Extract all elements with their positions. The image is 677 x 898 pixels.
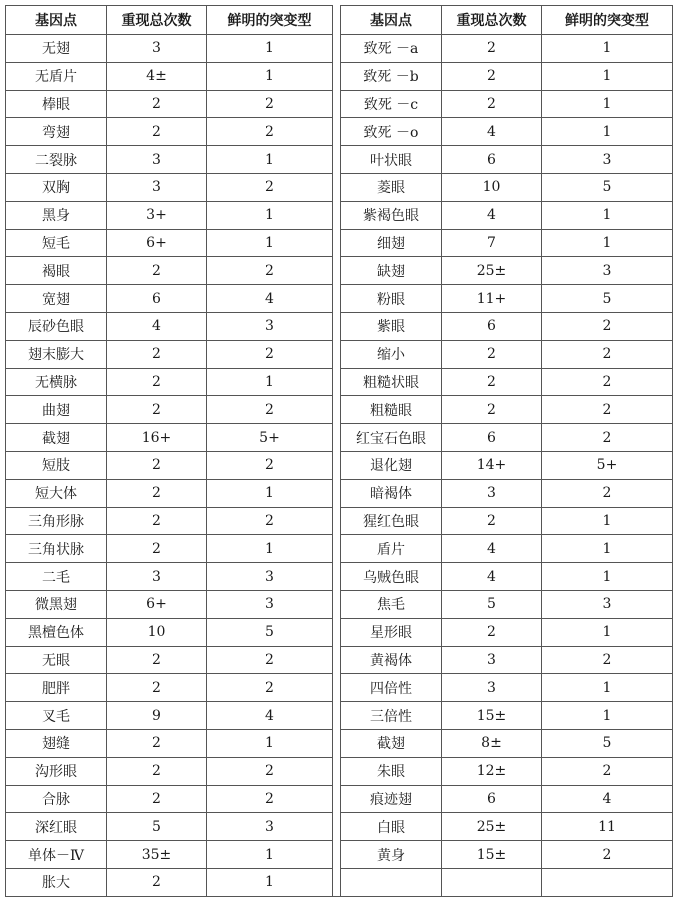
left-distinct-mutants-cell: 2 <box>207 90 333 118</box>
column-gap <box>333 368 341 396</box>
right-total-recurrences-cell: 2 <box>442 90 542 118</box>
left-distinct-mutants-cell: 2 <box>207 646 333 674</box>
table-row <box>6 90 673 118</box>
column-gap <box>333 618 341 646</box>
table-row <box>6 201 673 229</box>
left-distinct-mutants-cell: 1 <box>207 35 333 63</box>
left-distinct-mutants-cell: 1 <box>207 868 333 896</box>
left-total-recurrences-cell: 2 <box>107 646 207 674</box>
left-distinct-mutants-cell: 2 <box>207 757 333 785</box>
left-gene-locus-cell: 二毛 <box>6 563 107 591</box>
right-gene-locus-cell: 黄褐体 <box>341 646 442 674</box>
header-total-recurrences-right: 重现总次数 <box>442 6 542 35</box>
right-total-recurrences-cell <box>442 868 542 896</box>
left-distinct-mutants-cell: 1 <box>207 229 333 257</box>
table-row <box>6 312 673 340</box>
right-gene-locus-cell: 焦毛 <box>341 590 442 618</box>
left-distinct-mutants-cell: 3 <box>207 813 333 841</box>
left-gene-locus-cell: 翅末膨大 <box>6 340 107 368</box>
left-distinct-mutants-cell: 1 <box>207 62 333 90</box>
left-gene-locus-cell: 短毛 <box>6 229 107 257</box>
left-distinct-mutants-cell: 2 <box>207 396 333 424</box>
right-distinct-mutants-cell: 1 <box>542 229 673 257</box>
right-total-recurrences-cell: 11+ <box>442 285 542 313</box>
right-gene-locus-cell: 盾片 <box>341 535 442 563</box>
column-gap <box>333 757 341 785</box>
right-total-recurrences-cell: 10 <box>442 173 542 201</box>
column-gap <box>333 396 341 424</box>
right-gene-locus-cell: 退化翅 <box>341 451 442 479</box>
left-total-recurrences-cell: 2 <box>107 674 207 702</box>
right-gene-locus-cell: 红宝石色眼 <box>341 424 442 452</box>
left-distinct-mutants-cell: 1 <box>207 535 333 563</box>
right-distinct-mutants-cell: 1 <box>542 90 673 118</box>
left-total-recurrences-cell: 5 <box>107 813 207 841</box>
right-total-recurrences-cell: 4 <box>442 201 542 229</box>
right-distinct-mutants-cell: 5 <box>542 285 673 313</box>
right-gene-locus-cell: 缺翅 <box>341 257 442 285</box>
table-row <box>6 479 673 507</box>
column-gap <box>333 451 341 479</box>
right-total-recurrences-cell: 12± <box>442 757 542 785</box>
column-gap <box>333 146 341 174</box>
left-total-recurrences-cell: 3 <box>107 35 207 63</box>
left-total-recurrences-cell: 2 <box>107 396 207 424</box>
left-gene-locus-cell: 胀大 <box>6 868 107 896</box>
right-gene-locus-cell: 三倍性 <box>341 702 442 730</box>
right-gene-locus-cell: 致死 －b <box>341 62 442 90</box>
left-total-recurrences-cell: 2 <box>107 257 207 285</box>
left-distinct-mutants-cell: 5+ <box>207 424 333 452</box>
left-gene-locus-cell: 双胸 <box>6 173 107 201</box>
right-total-recurrences-cell: 2 <box>442 35 542 63</box>
right-gene-locus-cell: 粗糙状眼 <box>341 368 442 396</box>
left-total-recurrences-cell: 4 <box>107 312 207 340</box>
table-row <box>6 813 673 841</box>
table-row <box>6 340 673 368</box>
left-distinct-mutants-cell: 2 <box>207 257 333 285</box>
left-gene-locus-cell: 黑身 <box>6 201 107 229</box>
column-gap <box>333 118 341 146</box>
right-gene-locus-cell: 菱眼 <box>341 173 442 201</box>
header-distinct-mutants-right: 鲜明的突变型 <box>542 6 673 35</box>
table-body <box>6 35 673 897</box>
left-distinct-mutants-cell: 1 <box>207 146 333 174</box>
left-gene-locus-cell: 无横脉 <box>6 368 107 396</box>
left-gene-locus-cell: 三角状脉 <box>6 535 107 563</box>
left-total-recurrences-cell: 2 <box>107 535 207 563</box>
left-total-recurrences-cell: 2 <box>107 757 207 785</box>
column-gap <box>333 590 341 618</box>
right-total-recurrences-cell: 3 <box>442 646 542 674</box>
left-total-recurrences-cell: 2 <box>107 340 207 368</box>
table-row <box>6 507 673 535</box>
column-gap <box>333 62 341 90</box>
right-distinct-mutants-cell: 5+ <box>542 451 673 479</box>
left-total-recurrences-cell: 16+ <box>107 424 207 452</box>
right-distinct-mutants-cell: 11 <box>542 813 673 841</box>
column-gap <box>333 729 341 757</box>
left-gene-locus-cell: 深红眼 <box>6 813 107 841</box>
header-gene-locus-left: 基因点 <box>6 6 107 35</box>
left-gene-locus-cell: 肥胖 <box>6 674 107 702</box>
table-row <box>6 257 673 285</box>
left-distinct-mutants-cell: 1 <box>207 201 333 229</box>
table-row <box>6 535 673 563</box>
right-gene-locus-cell: 紫眼 <box>341 312 442 340</box>
left-total-recurrences-cell: 2 <box>107 451 207 479</box>
column-gap <box>333 507 341 535</box>
left-distinct-mutants-cell: 1 <box>207 368 333 396</box>
column-gap <box>333 535 341 563</box>
column-gap <box>333 563 341 591</box>
right-gene-locus-cell: 致死 －o <box>341 118 442 146</box>
column-gap <box>333 479 341 507</box>
right-total-recurrences-cell: 5 <box>442 590 542 618</box>
right-total-recurrences-cell: 4 <box>442 563 542 591</box>
right-distinct-mutants-cell: 1 <box>542 118 673 146</box>
left-total-recurrences-cell: 9 <box>107 702 207 730</box>
right-distinct-mutants-cell: 1 <box>542 563 673 591</box>
right-distinct-mutants-cell <box>542 868 673 896</box>
column-gap <box>333 201 341 229</box>
table-row <box>6 618 673 646</box>
left-distinct-mutants-cell: 2 <box>207 173 333 201</box>
right-total-recurrences-cell: 3 <box>442 674 542 702</box>
right-gene-locus-cell: 黄身 <box>341 841 442 869</box>
left-total-recurrences-cell: 2 <box>107 90 207 118</box>
column-gap <box>333 785 341 813</box>
left-total-recurrences-cell: 3 <box>107 146 207 174</box>
right-gene-locus-cell: 乌贼色眼 <box>341 563 442 591</box>
right-total-recurrences-cell: 2 <box>442 618 542 646</box>
table-row <box>6 451 673 479</box>
left-distinct-mutants-cell: 2 <box>207 118 333 146</box>
right-total-recurrences-cell: 2 <box>442 507 542 535</box>
right-total-recurrences-cell: 25± <box>442 813 542 841</box>
left-gene-locus-cell: 截翅 <box>6 424 107 452</box>
table-row <box>6 368 673 396</box>
right-gene-locus-cell: 朱眼 <box>341 757 442 785</box>
left-distinct-mutants-cell: 1 <box>207 729 333 757</box>
right-gene-locus-cell: 紫褐色眼 <box>341 201 442 229</box>
left-total-recurrences-cell: 2 <box>107 785 207 813</box>
left-gene-locus-cell: 无翅 <box>6 35 107 63</box>
left-distinct-mutants-cell: 2 <box>207 507 333 535</box>
table-row <box>6 729 673 757</box>
left-total-recurrences-cell: 3 <box>107 173 207 201</box>
left-gene-locus-cell: 短大体 <box>6 479 107 507</box>
left-gene-locus-cell: 曲翅 <box>6 396 107 424</box>
column-gap <box>333 90 341 118</box>
right-distinct-mutants-cell: 1 <box>542 62 673 90</box>
right-gene-locus-cell: 痕迹翅 <box>341 785 442 813</box>
right-distinct-mutants-cell: 2 <box>542 340 673 368</box>
left-distinct-mutants-cell: 4 <box>207 702 333 730</box>
left-gene-locus-cell: 三角形脉 <box>6 507 107 535</box>
right-gene-locus-cell: 星形眼 <box>341 618 442 646</box>
column-gap <box>333 229 341 257</box>
right-gene-locus-cell: 截翅 <box>341 729 442 757</box>
column-gap <box>333 340 341 368</box>
table-row <box>6 229 673 257</box>
right-total-recurrences-cell: 14+ <box>442 451 542 479</box>
right-distinct-mutants-cell: 3 <box>542 590 673 618</box>
left-total-recurrences-cell: 2 <box>107 729 207 757</box>
right-distinct-mutants-cell: 2 <box>542 757 673 785</box>
table-row <box>6 702 673 730</box>
table-row <box>6 396 673 424</box>
left-total-recurrences-cell: 10 <box>107 618 207 646</box>
left-distinct-mutants-cell: 5 <box>207 618 333 646</box>
left-distinct-mutants-cell: 2 <box>207 674 333 702</box>
left-gene-locus-cell: 弯翅 <box>6 118 107 146</box>
left-distinct-mutants-cell: 2 <box>207 340 333 368</box>
right-distinct-mutants-cell: 1 <box>542 507 673 535</box>
header-distinct-mutants-left: 鲜明的突变型 <box>207 6 333 35</box>
left-total-recurrences-cell: 6+ <box>107 590 207 618</box>
table-row <box>6 674 673 702</box>
table-row <box>6 785 673 813</box>
right-distinct-mutants-cell: 2 <box>542 424 673 452</box>
column-gap <box>333 646 341 674</box>
right-gene-locus-cell: 粉眼 <box>341 285 442 313</box>
left-total-recurrences-cell: 4± <box>107 62 207 90</box>
left-distinct-mutants-cell: 2 <box>207 785 333 813</box>
column-gap <box>333 173 341 201</box>
right-total-recurrences-cell: 2 <box>442 62 542 90</box>
right-total-recurrences-cell: 25± <box>442 257 542 285</box>
right-gene-locus-cell: 白眼 <box>341 813 442 841</box>
right-distinct-mutants-cell: 1 <box>542 618 673 646</box>
table-row <box>6 173 673 201</box>
right-distinct-mutants-cell: 2 <box>542 841 673 869</box>
left-gene-locus-cell: 褐眼 <box>6 257 107 285</box>
gene-mutation-table <box>5 5 673 897</box>
right-gene-locus-cell: 细翅 <box>341 229 442 257</box>
table-row <box>6 146 673 174</box>
right-total-recurrences-cell: 4 <box>442 535 542 563</box>
column-gap <box>333 702 341 730</box>
header-row <box>6 6 673 35</box>
right-gene-locus-cell: 致死 －a <box>341 35 442 63</box>
left-gene-locus-cell: 黑檀色体 <box>6 618 107 646</box>
left-total-recurrences-cell: 2 <box>107 368 207 396</box>
right-total-recurrences-cell: 2 <box>442 368 542 396</box>
right-distinct-mutants-cell: 3 <box>542 257 673 285</box>
left-distinct-mutants-cell: 1 <box>207 841 333 869</box>
left-distinct-mutants-cell: 3 <box>207 590 333 618</box>
left-total-recurrences-cell: 2 <box>107 507 207 535</box>
left-total-recurrences-cell: 35± <box>107 841 207 869</box>
left-gene-locus-cell: 短肢 <box>6 451 107 479</box>
left-distinct-mutants-cell: 3 <box>207 312 333 340</box>
column-gap <box>333 674 341 702</box>
table-row <box>6 590 673 618</box>
left-gene-locus-cell: 叉毛 <box>6 702 107 730</box>
right-distinct-mutants-cell: 2 <box>542 479 673 507</box>
right-distinct-mutants-cell: 1 <box>542 702 673 730</box>
right-distinct-mutants-cell: 1 <box>542 674 673 702</box>
right-distinct-mutants-cell: 3 <box>542 146 673 174</box>
right-total-recurrences-cell: 3 <box>442 479 542 507</box>
right-gene-locus-cell: 猩红色眼 <box>341 507 442 535</box>
table-row <box>6 62 673 90</box>
table-row <box>6 757 673 785</box>
right-total-recurrences-cell: 6 <box>442 312 542 340</box>
left-gene-locus-cell: 二裂脉 <box>6 146 107 174</box>
left-gene-locus-cell: 棒眼 <box>6 90 107 118</box>
right-total-recurrences-cell: 4 <box>442 118 542 146</box>
right-gene-locus-cell: 暗褐体 <box>341 479 442 507</box>
column-gap <box>333 285 341 313</box>
right-total-recurrences-cell: 7 <box>442 229 542 257</box>
header-total-recurrences-left: 重现总次数 <box>107 6 207 35</box>
right-gene-locus-cell: 粗糙眼 <box>341 396 442 424</box>
table-row <box>6 118 673 146</box>
left-gene-locus-cell: 单体－Ⅳ <box>6 841 107 869</box>
table-row <box>6 646 673 674</box>
column-gap <box>333 6 341 35</box>
left-total-recurrences-cell: 2 <box>107 868 207 896</box>
right-distinct-mutants-cell: 1 <box>542 201 673 229</box>
right-total-recurrences-cell: 8± <box>442 729 542 757</box>
column-gap <box>333 424 341 452</box>
left-gene-locus-cell: 辰砂色眼 <box>6 312 107 340</box>
right-distinct-mutants-cell: 1 <box>542 535 673 563</box>
right-total-recurrences-cell: 15± <box>442 841 542 869</box>
right-gene-locus-cell: 缩小 <box>341 340 442 368</box>
left-gene-locus-cell: 沟形眼 <box>6 757 107 785</box>
column-gap <box>333 257 341 285</box>
table-row <box>6 868 673 896</box>
table-row <box>6 35 673 63</box>
left-distinct-mutants-cell: 2 <box>207 451 333 479</box>
left-gene-locus-cell: 无眼 <box>6 646 107 674</box>
right-distinct-mutants-cell: 2 <box>542 312 673 340</box>
right-gene-locus-cell: 致死 －c <box>341 90 442 118</box>
right-total-recurrences-cell: 2 <box>442 340 542 368</box>
column-gap <box>333 813 341 841</box>
right-total-recurrences-cell: 15± <box>442 702 542 730</box>
left-gene-locus-cell: 合脉 <box>6 785 107 813</box>
left-gene-locus-cell: 翅缝 <box>6 729 107 757</box>
table-row <box>6 424 673 452</box>
table-row <box>6 841 673 869</box>
right-distinct-mutants-cell: 1 <box>542 35 673 63</box>
column-gap <box>333 35 341 63</box>
left-total-recurrences-cell: 6+ <box>107 229 207 257</box>
left-total-recurrences-cell: 6 <box>107 285 207 313</box>
right-total-recurrences-cell: 6 <box>442 785 542 813</box>
left-total-recurrences-cell: 3+ <box>107 201 207 229</box>
header-gene-locus-right: 基因点 <box>341 6 442 35</box>
right-total-recurrences-cell: 6 <box>442 146 542 174</box>
table-row <box>6 563 673 591</box>
right-gene-locus-cell: 叶状眼 <box>341 146 442 174</box>
column-gap <box>333 312 341 340</box>
table-row <box>6 285 673 313</box>
left-total-recurrences-cell: 2 <box>107 118 207 146</box>
column-gap <box>333 868 341 896</box>
right-distinct-mutants-cell: 2 <box>542 368 673 396</box>
column-gap <box>333 841 341 869</box>
right-total-recurrences-cell: 2 <box>442 396 542 424</box>
left-gene-locus-cell: 微黑翅 <box>6 590 107 618</box>
left-total-recurrences-cell: 3 <box>107 563 207 591</box>
left-distinct-mutants-cell: 1 <box>207 479 333 507</box>
left-gene-locus-cell: 无盾片 <box>6 62 107 90</box>
right-distinct-mutants-cell: 2 <box>542 646 673 674</box>
left-gene-locus-cell: 宽翅 <box>6 285 107 313</box>
right-gene-locus-cell: 四倍性 <box>341 674 442 702</box>
right-total-recurrences-cell: 6 <box>442 424 542 452</box>
left-distinct-mutants-cell: 3 <box>207 563 333 591</box>
right-distinct-mutants-cell: 4 <box>542 785 673 813</box>
left-total-recurrences-cell: 2 <box>107 479 207 507</box>
right-distinct-mutants-cell: 5 <box>542 729 673 757</box>
right-distinct-mutants-cell: 5 <box>542 173 673 201</box>
right-gene-locus-cell <box>341 868 442 896</box>
right-distinct-mutants-cell: 2 <box>542 396 673 424</box>
left-distinct-mutants-cell: 4 <box>207 285 333 313</box>
